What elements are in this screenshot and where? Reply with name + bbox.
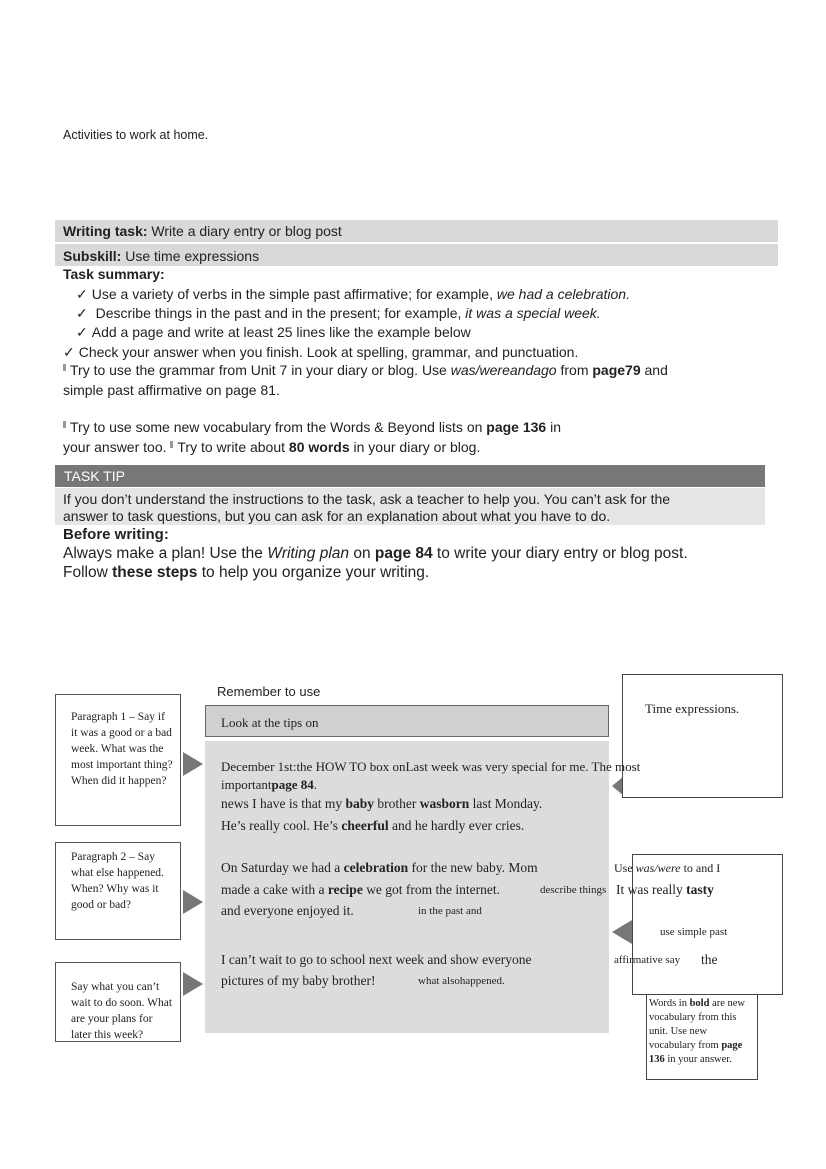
subskill-text: Use time expressions [121, 248, 260, 264]
also-happened-label: what alsohappened. [418, 975, 505, 987]
bullet-icon [63, 421, 66, 428]
arrow-right-icon [183, 890, 203, 914]
summary-item-3-text: Add a page and write at least 25 lines like the example below [91, 324, 471, 340]
note-text-c: in your answer. [664, 1054, 732, 1065]
subskill-bar [55, 244, 778, 266]
bw-text-a: Always make a plan! Use the [63, 545, 268, 562]
vocabulary-note-box [646, 994, 758, 1080]
ex4-a: He’s really cool. He’s [221, 818, 342, 833]
ex5-c: for the new baby. Mom [408, 860, 538, 875]
ex6-a: made a cake with a [221, 882, 328, 897]
r2-tasty: tasty [686, 882, 714, 897]
bw-page: page 84 [374, 545, 433, 562]
vocab-text-b: in [546, 419, 562, 435]
ex4-cheerful: cheerful [341, 818, 389, 833]
vocab-text-e: in your diary or blog. [349, 439, 481, 455]
past-and-label: in the past and [418, 905, 482, 917]
vocab-text-a: Try to use some new vocabulary from the Words & Beyond lists on [70, 419, 487, 435]
summary-item-1-text: Use a variety of verbs in the simple past affirmative; for example, [91, 286, 497, 302]
bw-these-steps: these steps [112, 564, 198, 581]
writing-task-bar [55, 220, 778, 242]
vocab-line-2 [63, 439, 480, 455]
example-line-7: and everyone enjoyed it. [221, 903, 354, 918]
remember-label: Remember to use [217, 684, 321, 699]
note-text-b: are new vocabulary from this unit. Use new vocabulary from [649, 998, 745, 1051]
ex3-a: news I have is that my [221, 796, 346, 811]
arrow-right-icon [183, 972, 203, 996]
task-tip-line-2: answer to task questions, but you can ask for an explanation about what you have to do. [63, 508, 611, 524]
grammar-text-b: from [556, 362, 593, 378]
task-tip-body [55, 488, 765, 525]
ex3-c: last Monday. [469, 796, 543, 811]
grammar-line-1 [63, 362, 668, 378]
note-page: page 136 [649, 1040, 743, 1065]
grammar-line-2: simple past affirmative on page 81. [63, 382, 280, 398]
writing-task-text: Write a diary entry or blog post [147, 223, 342, 239]
example-important: important [221, 777, 272, 792]
paragraph-2-box: Paragraph 2 – Say what else happened. When? Why was it good or bad? [55, 842, 181, 940]
look-tips-box: Look at the tips on [205, 705, 609, 737]
example-line-1: December 1st:the HOW TO box onLast week was very special for me. The most [221, 759, 641, 774]
example-line-3 [221, 796, 542, 812]
affirmative-text: affirmative say [614, 954, 681, 966]
bullet-icon [63, 364, 66, 371]
ex5-a: On Saturday we had a [221, 860, 344, 875]
writing-task-label: Writing task: [63, 223, 148, 239]
grammar-em: was/wereandago [450, 362, 557, 378]
use-simple-past-text: use simple past [660, 926, 728, 938]
bw-text-b: on [349, 545, 375, 562]
intro-text: Activities to work at home. [63, 128, 209, 142]
bw-text-e: to help you organize your writing. [197, 564, 430, 581]
r2-a: It was really [616, 882, 687, 897]
note-text-a: Words in [649, 998, 690, 1009]
r1-a: Use [614, 861, 636, 875]
describe-things-label: describe things [540, 884, 607, 896]
example-line-2 [221, 777, 317, 793]
summary-item-1-example: we had a celebration. [496, 286, 630, 302]
summary-item-4-text: Check your answer when you finish. Look at spelling, grammar, and punctuation. [78, 344, 579, 360]
check-icon: ✓ [76, 286, 88, 302]
arrow-left-icon [612, 920, 632, 944]
summary-item-2-example: it was a special week. [465, 305, 601, 321]
summary-item-4 [63, 344, 578, 361]
ex4-c: and he hardly ever cries. [388, 818, 525, 833]
vocab-text-d: Try to write about [177, 439, 289, 455]
grammar-text-a: Try to use the grammar from Unit 7 in your diary or blog. Use [70, 362, 451, 378]
grammar-page: page79 [592, 362, 641, 378]
bw-text-c: to write your diary entry or blog post. [432, 545, 688, 562]
example-line-5 [221, 860, 538, 876]
ex6-recipe: recipe [327, 882, 363, 897]
note-bold: bold [689, 998, 710, 1009]
paragraph-1-box: Paragraph 1 – Say if it was a good or a bad week. What was the most important thing? When did it happen? [55, 694, 181, 826]
tasty-text [616, 882, 714, 898]
summary-item-3 [76, 324, 471, 341]
r1-b: to and I [680, 861, 721, 875]
paragraph-3-box: Say what you can’t wait to do soon. What are your plans for later this week? [55, 962, 181, 1042]
before-writing-line-1 [63, 545, 688, 563]
use-was-were-text [614, 861, 720, 876]
bw-text-d: Follow [63, 564, 113, 581]
vocab-line-1 [63, 419, 561, 435]
the-text: the [701, 952, 718, 967]
bullet-icon [170, 441, 173, 448]
arrow-right-icon [183, 752, 203, 776]
ex6-c: we got from the internet. [362, 882, 501, 897]
check-icon: ✓ [76, 324, 88, 340]
ex3-b: brother [374, 796, 420, 811]
vocab-text-c: your answer too. [63, 439, 171, 455]
example-line-9: pictures of my baby brother! [221, 973, 376, 988]
subskill-label: Subskill: [63, 248, 122, 264]
before-writing-line-2 [63, 564, 429, 582]
ex5-celebration: celebration [343, 860, 409, 875]
example-period: . [313, 777, 318, 792]
example-page: page 84 [271, 777, 314, 792]
summary-item-1 [76, 286, 630, 303]
check-icon: ✓ [76, 305, 88, 321]
time-expressions-box: Time expressions. [622, 674, 783, 798]
example-line-4 [221, 818, 524, 834]
example-line-8: I can’t wait to go to school next week and show everyone [221, 952, 532, 967]
task-summary-heading: Task summary: [63, 266, 165, 282]
vocab-word-count: 80 words [288, 439, 350, 455]
summary-item-2-text: Describe things in the past and in the present; for example, [91, 305, 466, 321]
task-tip-line-1: If you don’t understand the instructions to the task, ask a teacher to help you. You can’t ask for the [63, 491, 671, 507]
before-writing-heading: Before writing: [63, 526, 169, 543]
grammar-text-c: and [640, 362, 668, 378]
r1-was-were: was/were [635, 861, 681, 875]
ex3-wasborn: wasborn [419, 796, 470, 811]
summary-item-2 [76, 305, 601, 322]
check-icon: ✓ [63, 344, 75, 360]
example-line-6 [221, 882, 500, 898]
task-tip-heading: TASK TIP [55, 465, 765, 487]
ex3-baby: baby [345, 796, 375, 811]
bw-writing-plan: Writing plan [267, 545, 350, 562]
vocab-page: page 136 [486, 419, 547, 435]
